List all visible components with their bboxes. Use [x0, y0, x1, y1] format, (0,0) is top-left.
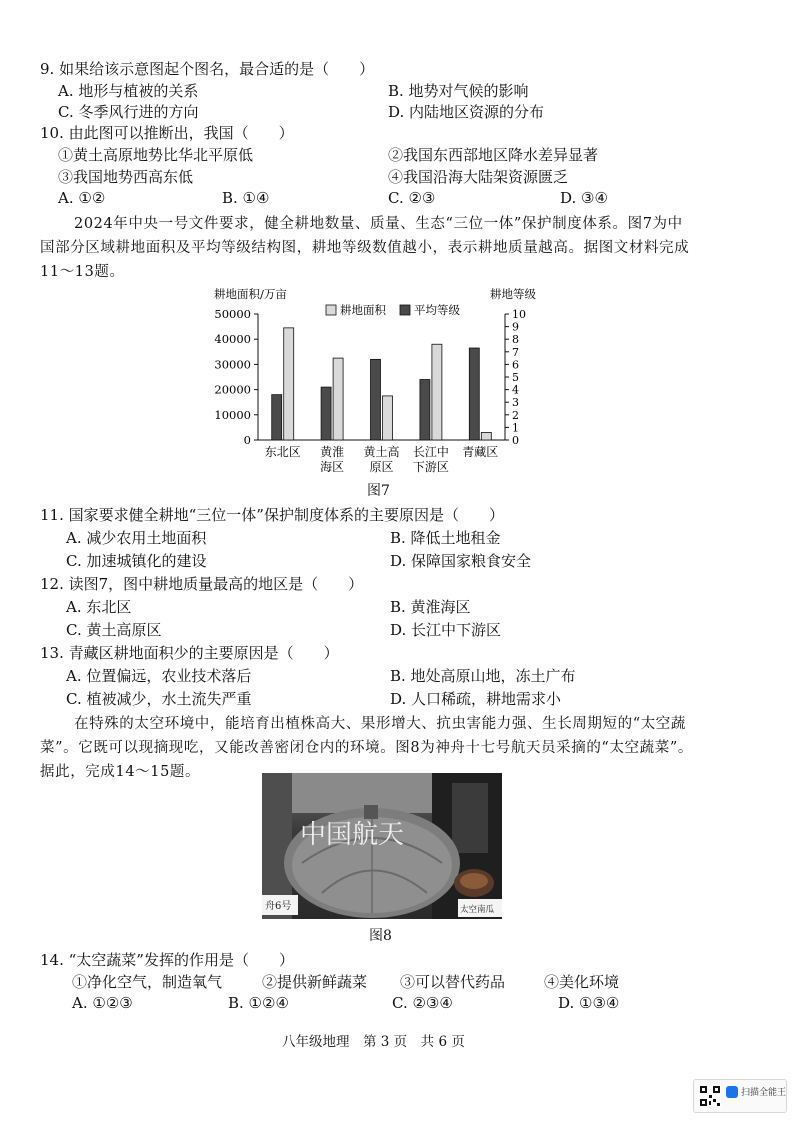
q13-option-b: B. 地处高原山地，冻土广布	[390, 667, 576, 685]
chart-category-label: 黄淮	[320, 445, 345, 459]
chart-legend-swatch	[326, 305, 336, 315]
chart-left-tick-label: 40000	[214, 332, 251, 347]
q14-option-b: B. ①②④	[228, 994, 289, 1012]
chart-right-tick-label: 10	[512, 308, 526, 321]
q10-option-d: D. ③④	[560, 189, 608, 207]
q10-statement-4: ④我国沿海大陆架资源匮乏	[388, 168, 569, 186]
q13-option-d: D. 人口稀疏，耕地需求小	[390, 690, 562, 708]
chart-bar-area	[284, 328, 294, 440]
q11-option-b: B. 降低土地租金	[390, 529, 501, 547]
chart-category-label: 长江中	[412, 445, 449, 459]
q14-option-a: A. ①②③	[72, 994, 133, 1012]
chart-ylabel-right: 耕地等级	[490, 287, 536, 301]
q13-option-c: C. 植被减少，水土流失严重	[66, 690, 252, 708]
chart-right-tick-label: 9	[512, 320, 519, 334]
chart-ylabel-left: 耕地面积/万亩	[214, 287, 287, 301]
figure7-bar-chart	[200, 284, 560, 494]
q14-statement-2: ②提供新鲜蔬菜	[262, 973, 368, 991]
q11-option-c: C. 加速城镇化的建设	[66, 552, 207, 570]
chart-bar-area	[383, 396, 393, 440]
intro2-line3: 据此，完成14～15题。	[40, 764, 201, 780]
pumpkin-carved-text: 中国航天	[300, 820, 405, 850]
pumpkin-illustration	[262, 773, 502, 919]
chart-legend-swatch	[400, 305, 410, 315]
intro2-line1: 在特殊的太空环境中，能培育出植株高大、果形增大、抗虫害能力强、生长周期短的“太空蔬	[74, 716, 687, 732]
chart-category-label: 黄土高	[363, 445, 400, 459]
q10-option-b: B. ①④	[222, 189, 270, 207]
chart-left-tick-label: 10000	[214, 407, 251, 422]
figure8-caption: 图8	[369, 928, 392, 944]
q14-statement-3: ③可以替代药品	[400, 973, 506, 991]
chart-right-tick-label: 6	[512, 358, 519, 372]
chart-legend-label: 平均等级	[414, 303, 460, 317]
q12-option-c: C. 黄土高原区	[66, 621, 162, 639]
q14-option-d: D. ①③④	[558, 994, 620, 1012]
chart-right-tick-label: 8	[512, 333, 519, 347]
q11-option-a: A. 减少农用土地面积	[66, 529, 207, 547]
q9-option-c: C. 冬季风行进的方向	[58, 103, 199, 121]
q10-statement-2: ②我国东西部地区降水差异显著	[388, 146, 599, 164]
space-vegetable-photo	[262, 773, 502, 919]
q12-option-d: D. 长江中下游区	[390, 621, 502, 639]
chart-right-tick-label: 2	[512, 408, 519, 422]
chart-right-tick-label: 5	[512, 371, 519, 384]
intro1-line2: 国部分区域耕地面积及平均等级结构图，耕地等级数值越小，表示耕地质量越高。据图文材料完成	[40, 240, 690, 256]
q12-stem: 12. 读图7，图中耕地质量最高的地区是（ ）	[40, 575, 364, 593]
chart-right-tick-label: 0	[512, 434, 519, 447]
chart-bar-area	[333, 358, 343, 440]
q9-option-a: A. 地形与植被的关系	[58, 82, 199, 100]
chart-bar-grade	[272, 395, 282, 440]
chart-legend-label: 耕地面积	[340, 303, 386, 317]
chart-bar-grade	[321, 387, 331, 440]
photo-left-tag: 舟6号	[265, 901, 292, 912]
q10-statement-1: ①黄土高原地势比华北平原低	[58, 146, 254, 164]
q10-option-a: A. ①②	[58, 189, 106, 207]
q13-option-a: A. 位置偏远，农业技术落后	[66, 667, 252, 685]
q11-option-d: D. 保障国家粮食安全	[390, 552, 532, 570]
chart-right-tick-label: 3	[512, 396, 519, 410]
chart-bar-grade	[420, 380, 430, 440]
scanner-app-icon	[726, 1086, 738, 1098]
chart-category-label: 东北区	[264, 445, 301, 459]
q9-option-d: D. 内陆地区资源的分布	[388, 103, 545, 121]
intro1-line1: 2024年中央一号文件要求，健全耕地数量、质量、生态“三位一体”保护制度体系。图7为中	[74, 216, 683, 232]
q9-option-b: B. 地势对气候的影响	[388, 82, 529, 100]
q11-stem: 11. 国家要求健全耕地“三位一体”保护制度体系的主要原因是（ ）	[40, 506, 504, 524]
intro1-line3: 11～13题。	[40, 264, 125, 280]
q13-stem: 13. 青藏区耕地面积少的主要原因是（ ）	[40, 644, 339, 662]
q14-stem: 14. “太空蔬菜”发挥的作用是（ ）	[40, 951, 294, 969]
photo-right-tag: 太空南瓜	[460, 905, 495, 915]
chart-left-tick-label: 50000	[214, 307, 251, 321]
q14-option-c: C. ②③④	[392, 994, 453, 1012]
q12-option-a: A. 东北区	[66, 598, 132, 616]
q10-statement-3: ③我国地势西高东低	[58, 168, 194, 186]
page-footer: 八年级地理 第 3 页 共 6 页	[282, 1034, 465, 1050]
chart-bar-area	[481, 432, 491, 440]
qr-code-icon	[699, 1085, 721, 1107]
q14-statement-1: ①净化空气，制造氧气	[72, 973, 223, 991]
chart-left-tick-label: 30000	[214, 357, 251, 372]
chart-right-tick-label: 1	[512, 421, 519, 435]
chart-category-label: 原区	[369, 460, 394, 474]
q12-option-b: B. 黄淮海区	[390, 598, 471, 616]
chart-left-tick-label: 0	[243, 433, 251, 447]
chart-right-tick-label: 4	[512, 383, 519, 397]
figure7-caption: 图7	[367, 483, 390, 499]
chart-category-label: 青藏区	[462, 445, 499, 459]
scanner-badge	[693, 1079, 787, 1113]
chart-category-label: 下游区	[412, 460, 449, 474]
q10-stem: 10. 由此图可以推断出，我国（ ）	[40, 124, 294, 142]
chart-left-tick-label: 20000	[214, 382, 251, 397]
q10-option-c: C. ②③	[388, 189, 436, 207]
q14-statement-4: ④美化环境	[544, 973, 620, 991]
q9-stem: 9. 如果给该示意图起个图名，最合适的是（ ）	[40, 60, 375, 78]
chart-bar-grade	[469, 348, 479, 440]
intro2-line2: 菜”。它既可以现摘现吃，又能改善密闭仓内的环境。图8为神舟十七号航天员采摘的“太空蔬菜”。	[40, 740, 693, 756]
chart-category-label: 海区	[320, 460, 345, 474]
chart-bar-area	[432, 344, 442, 440]
scanner-badge-label: 扫描全能王	[741, 1087, 787, 1097]
chart-right-tick-label: 7	[512, 345, 519, 359]
chart-bar-grade	[371, 359, 381, 440]
